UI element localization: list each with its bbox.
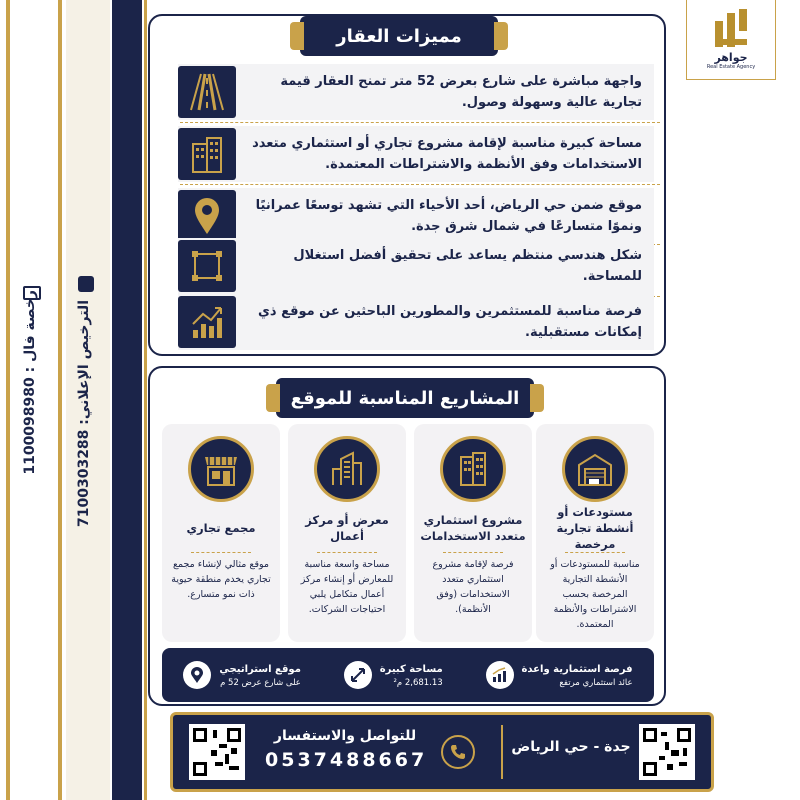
expand-icon bbox=[344, 661, 372, 689]
stat-label: فرصة استثمارية واعدة bbox=[521, 663, 633, 675]
feature-text: موقع ضمن حي الرياض، أحد الأحياء التي تشهد توسعًا عمرانيًا ونموًا متسارعًا في شمال شرق جدة. bbox=[255, 198, 642, 234]
company-logo bbox=[686, 0, 776, 80]
card-desc: موقع مثالي لإنشاء مجمع تجاري يخدم منطقة حيوية ذات نمو متسارع. bbox=[171, 559, 271, 600]
feature-item bbox=[178, 126, 654, 182]
qr-code-left[interactable] bbox=[189, 724, 245, 780]
feature-item bbox=[178, 294, 654, 350]
project-card bbox=[162, 424, 280, 642]
chart-icon bbox=[486, 661, 514, 689]
stat-item bbox=[344, 661, 443, 689]
location-pin-icon bbox=[178, 190, 236, 242]
stat-text bbox=[219, 662, 300, 689]
card-title: معرض أو مركز أعمال bbox=[305, 513, 389, 543]
stat-value: على شارع عرض 52 م bbox=[220, 677, 301, 688]
card-desc: مساحة واسعة مناسبة للمعارض أو إنشاء مركز أعمال متكامل يلبي احتياجات الشركات. bbox=[300, 559, 394, 615]
stat-item bbox=[486, 661, 633, 689]
feature-text: شكل هندسي منتظم يساعد على تحقيق أفضل استغلال للمساحة. bbox=[293, 248, 642, 284]
storefront-icon bbox=[188, 436, 254, 502]
feature-text: واجهة مباشرة على شارع بعرض 52 متر تمنح العقار قيمة تجارية عالية وسهولة وصول. bbox=[280, 74, 642, 110]
stat-text bbox=[380, 662, 443, 689]
logo-mark-icon bbox=[713, 9, 749, 49]
ad-license-text: الترخيص الإعلاني: 7100303288 bbox=[76, 300, 92, 527]
stat-value: عائد استثماري مرتفع bbox=[559, 677, 633, 688]
feature-item bbox=[178, 188, 654, 244]
office-building-icon bbox=[440, 436, 506, 502]
feature-text: فرصة مناسبة للمستثمرين والمطورين الباحثين عن موقع ذي إمكانات مستقبلية. bbox=[257, 304, 642, 340]
project-card bbox=[536, 424, 654, 642]
gold-stripe-2 bbox=[58, 0, 62, 800]
warehouse-icon bbox=[562, 436, 628, 502]
card-title: مجمع تجاري bbox=[186, 521, 256, 535]
cta-text: للتواصل والاستفسار bbox=[273, 728, 417, 744]
card-divider bbox=[565, 552, 625, 553]
location-text: جدة - حي الرياض bbox=[511, 739, 631, 755]
license-logo-icon bbox=[23, 286, 41, 300]
contact-bar bbox=[170, 712, 714, 792]
stat-label: موقع استراتيجي bbox=[219, 663, 301, 675]
features-title-text: مميزات العقار bbox=[336, 25, 462, 47]
project-card bbox=[414, 424, 532, 642]
road-icon bbox=[178, 66, 236, 118]
cta-block bbox=[265, 725, 428, 773]
projects-title-text: المشاريع المناسبة للموقع bbox=[290, 387, 520, 409]
stat-text bbox=[522, 662, 633, 689]
stats-bar bbox=[162, 648, 654, 702]
navy-stripe bbox=[112, 0, 142, 800]
card-title: مشروع استثماري متعدد الاستخدامات bbox=[420, 513, 526, 543]
qr-code-right[interactable] bbox=[639, 724, 695, 780]
logo-name: جواهر bbox=[714, 51, 748, 64]
feature-item bbox=[178, 238, 654, 294]
divider bbox=[180, 184, 660, 185]
divider bbox=[180, 122, 660, 123]
card-divider bbox=[443, 552, 503, 553]
tower-icon bbox=[314, 436, 380, 502]
stat-value: 2,681.13 م² bbox=[393, 677, 443, 688]
building-icon bbox=[178, 128, 236, 180]
features-title bbox=[300, 16, 498, 56]
card-divider bbox=[317, 552, 377, 553]
shape-square-icon bbox=[178, 240, 236, 292]
projects-title bbox=[276, 378, 534, 418]
gold-stripe-3 bbox=[144, 0, 147, 800]
logo-sub: Real Estate Agency bbox=[706, 64, 756, 70]
phone-icon[interactable] bbox=[441, 735, 475, 769]
gold-stripe bbox=[6, 0, 10, 800]
pin-icon bbox=[183, 661, 211, 689]
stat-item bbox=[183, 661, 300, 689]
project-card bbox=[288, 424, 406, 642]
card-desc: مناسبة للمستودعات أو الأنشطة التجارية المرخصة بحسب الاشتراطات والأنظمة المعتمدة. bbox=[550, 559, 640, 630]
phone-number[interactable]: 0537488667 bbox=[265, 749, 428, 771]
card-title: مستودعات أو أنشطة تجارية مرخصة bbox=[556, 505, 634, 551]
qr-mini-icon bbox=[78, 276, 94, 292]
stat-label: مساحة كبيرة bbox=[379, 663, 443, 675]
fal-license-text: رخصة فال : 1100098980 bbox=[22, 290, 38, 475]
growth-chart-icon bbox=[178, 296, 236, 348]
feature-item bbox=[178, 64, 654, 120]
feature-text: مساحة كبيرة مناسبة لإقامة مشروع تجاري أو استثماري متعدد الاستخدامات وفق الأنظمة والاشتراطات المعتمدة. bbox=[252, 136, 642, 172]
card-divider bbox=[191, 552, 251, 553]
contact-divider bbox=[501, 725, 503, 779]
card-desc: فرصة لإقامة مشروع استثماري متعدد الاستخدامات (وفق الأنظمة). bbox=[432, 559, 514, 615]
